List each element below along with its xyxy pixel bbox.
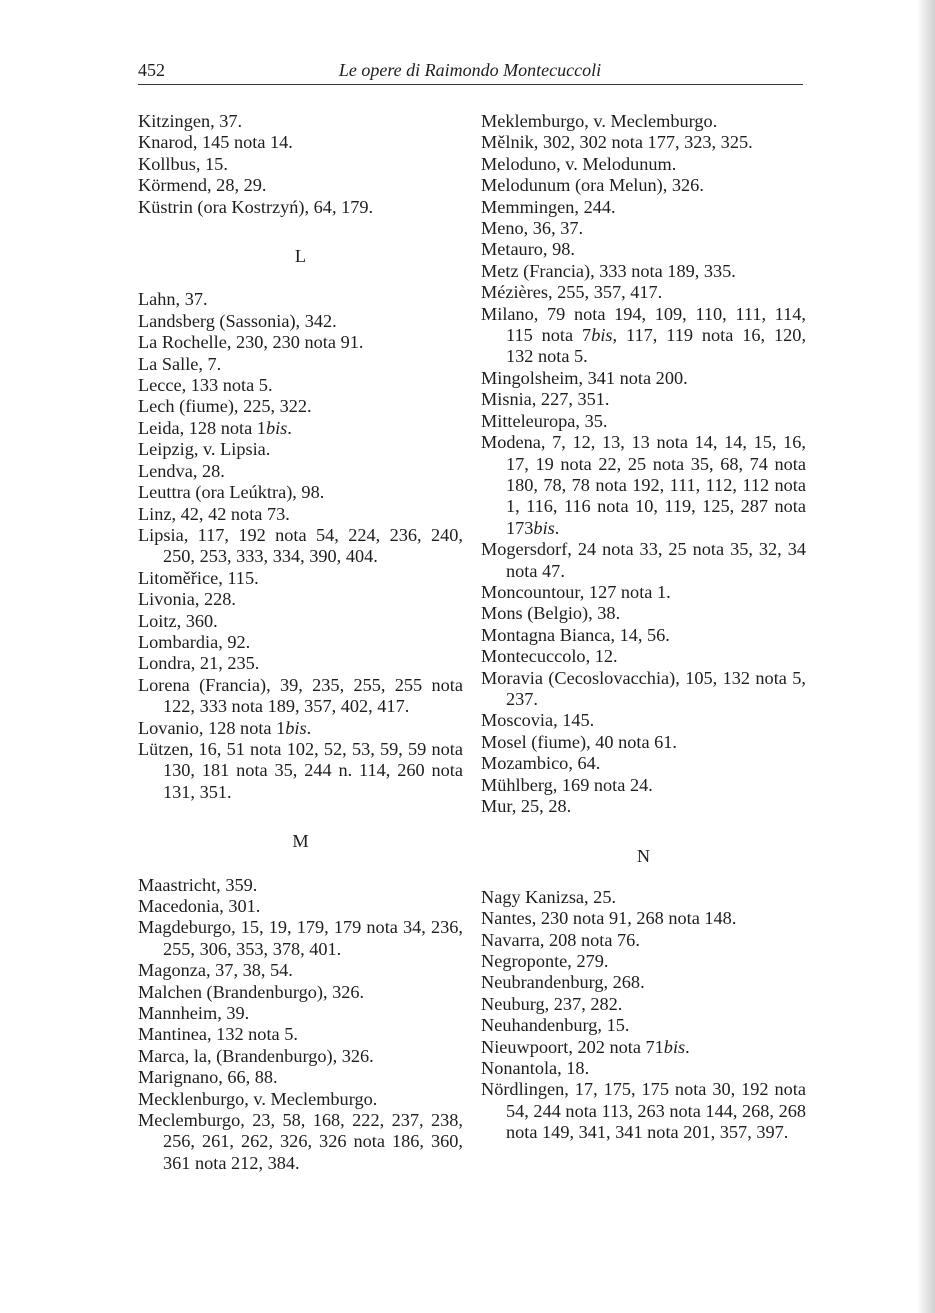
index-entry: Modena, 7, 12, 13, 13 nota 14, 14, 15, 16, 17, 19 nota 22, 25 nota 35, 68, 74 nota 180, 78, 78 nota 192, 111, 112, 112 nota 1, 116, 116 nota 10, 119, 125, 287 nota 173bis.: [481, 432, 806, 538]
section-letter: M: [292, 831, 309, 852]
index-entry: Lorena (Francia), 39, 235, 255, 255 nota 122, 333 nota 189, 357, 402, 417.: [138, 674, 463, 717]
index-entry: Meno, 36, 37.: [481, 218, 584, 239]
index-entry: Mantinea, 132 nota 5.: [138, 1024, 298, 1045]
index-entry: Lovanio, 128 nota 1bis.: [138, 717, 312, 738]
index-column-left: [138, 111, 463, 1174]
index-entry: Macedonia, 301.: [138, 896, 261, 916]
index-entry: Moncountour, 127 nota 1.: [481, 581, 671, 602]
index-entry: La Salle, 7.: [138, 353, 222, 374]
index-entry: Marca, la, (Brandenburgo), 326.: [138, 1045, 374, 1066]
index-entry: Mogersdorf, 24 nota 33, 25 nota 35, 32, 34 nota 47.: [481, 539, 806, 581]
header-rule: [138, 84, 803, 85]
index-entry: Magonza, 37, 38, 54.: [138, 960, 293, 981]
index-entry: Lech (fiume), 225, 322.: [138, 396, 312, 417]
index-entry: Nördlingen, 17, 175, 175 nota 30, 192 nota 54, 244 nota 113, 263 nota 144, 268, 268 nota 149, 341, 341 nota 201, 357, 397.: [481, 1079, 806, 1143]
index-entry: Kollbus, 15.: [138, 153, 228, 174]
index-entry: Livonia, 228.: [138, 589, 236, 610]
index-entry: Mozambico, 64.: [481, 753, 601, 774]
index-entry: Nantes, 230 nota 91, 268 nota 148.: [481, 908, 737, 929]
index-entry: Lahn, 37.: [138, 289, 208, 310]
index-entry: Milano, 79 nota 194, 109, 110, 111, 114, 115 nota 7bis, 117, 119 nota 16, 120, 132 nota 5.: [481, 303, 807, 367]
index-entry: Mingolsheim, 341 nota 200.: [481, 367, 688, 388]
index-entry: Moravia (Cecoslovacchia), 105, 132 nota 5, 237.: [481, 667, 806, 709]
index-column-right: [481, 111, 806, 1144]
index-entry: Leipzig, v. Lipsia.: [138, 439, 271, 460]
index-entry: Montecuccolo, 12.: [481, 646, 618, 667]
section-letter: L: [294, 246, 307, 267]
index-entry: Meclemburgo, 23, 58, 168, 222, 237, 238, 256, 261, 262, 326, 326 nota 186, 360, 361 nota 212, 384.: [138, 1110, 463, 1173]
index-entry: Meklemburgo, v. Meclemburgo.: [481, 111, 718, 131]
index-entry: Malchen (Brandenburgo), 326.: [138, 981, 365, 1002]
index-entry: Mons (Belgio), 38.: [481, 603, 621, 624]
index-entry: Mecklenburgo, v. Meclemburgo.: [138, 1088, 378, 1109]
index-entry: Mézières, 255, 357, 417.: [481, 282, 663, 303]
index-entry: Melodunum (ora Melun), 326.: [481, 175, 704, 196]
index-entry: Mühlberg, 169 nota 24.: [481, 774, 653, 795]
index-entry: Neubrandenburg, 268.: [481, 972, 645, 993]
index-entry: La Rochelle, 230, 230 nota 91.: [138, 332, 364, 353]
index-entry: Mělnik, 302, 302 nota 177, 323, 325.: [481, 132, 753, 153]
index-entry: Misnia, 227, 351.: [481, 389, 610, 410]
running-title: Le opere di Raimondo Montecuccoli: [338, 60, 602, 80]
index-entry: Mosel (fiume), 40 nota 61.: [481, 731, 677, 752]
page-edge-shadow: [917, 0, 935, 1313]
index-entry: Neuburg, 237, 282.: [481, 993, 623, 1014]
index-entry: Neuhandenburg, 15.: [481, 1015, 630, 1036]
index-entry: Metz (Francia), 333 nota 189, 335.: [481, 260, 736, 281]
index-entry: Lendva, 28.: [138, 460, 225, 481]
index-entry: Litoměřice, 115.: [138, 567, 259, 588]
index-entry: Knarod, 145 nota 14.: [138, 132, 293, 153]
index-entry: Nonantola, 18.: [481, 1058, 590, 1079]
index-entry: Mitteleuropa, 35.: [481, 410, 608, 431]
index-entry: Moscovia, 145.: [481, 710, 595, 731]
index-entry: Meloduno, v. Melodunum.: [481, 153, 677, 174]
index-entry: Kitzingen, 37.: [138, 111, 243, 131]
index-entry: Körmend, 28, 29.: [138, 175, 267, 196]
index-entry: Lombardia, 92.: [138, 631, 251, 652]
index-entry: Leida, 128 nota 1bis.: [138, 417, 292, 438]
index-entry: Linz, 42, 42 nota 73.: [138, 503, 290, 524]
page-number: 452: [138, 60, 165, 80]
index-entry: Montagna Bianca, 14, 56.: [481, 624, 670, 645]
index-entry: Memmingen, 244.: [481, 196, 616, 217]
index-entry: Maastricht, 359.: [138, 874, 258, 895]
index-entry: Mannheim, 39.: [138, 1003, 250, 1024]
index-entry: Lützen, 16, 51 nota 102, 52, 53, 59, 59 nota 130, 181 nota 35, 244 n. 114, 260 nota 131, 351.: [138, 738, 463, 802]
index-entry: Londra, 21, 235.: [138, 653, 260, 674]
index-entry: Lecce, 133 nota 5.: [138, 375, 273, 396]
index-entry: Magdeburgo, 15, 19, 179, 179 nota 34, 236, 255, 306, 353, 378, 401.: [138, 917, 463, 959]
index-entry: Negroponte, 279.: [481, 951, 609, 972]
index-entry: Navarra, 208 nota 76.: [481, 929, 640, 950]
section-letter: N: [636, 846, 651, 867]
index-entry: Landsberg (Sassonia), 342.: [138, 310, 337, 331]
index-entry: Nieuwpoort, 202 nota 71bis.: [481, 1036, 690, 1057]
index-entry: Mur, 25, 28.: [481, 796, 572, 816]
index-entry: Metauro, 98.: [481, 239, 575, 260]
index-entry: Loitz, 360.: [138, 610, 218, 631]
index-entry: Leuttra (ora Leúktra), 98.: [138, 482, 325, 503]
index-entry: Nagy Kanizsa, 25.: [481, 886, 617, 907]
index-entry: Lipsia, 117, 192 nota 54, 224, 236, 240, 250, 253, 333, 334, 390, 404.: [138, 524, 463, 567]
index-entry: Küstrin (ora Kostrzyń), 64, 179.: [138, 196, 374, 217]
index-entry: Marignano, 66, 88.: [138, 1067, 278, 1088]
